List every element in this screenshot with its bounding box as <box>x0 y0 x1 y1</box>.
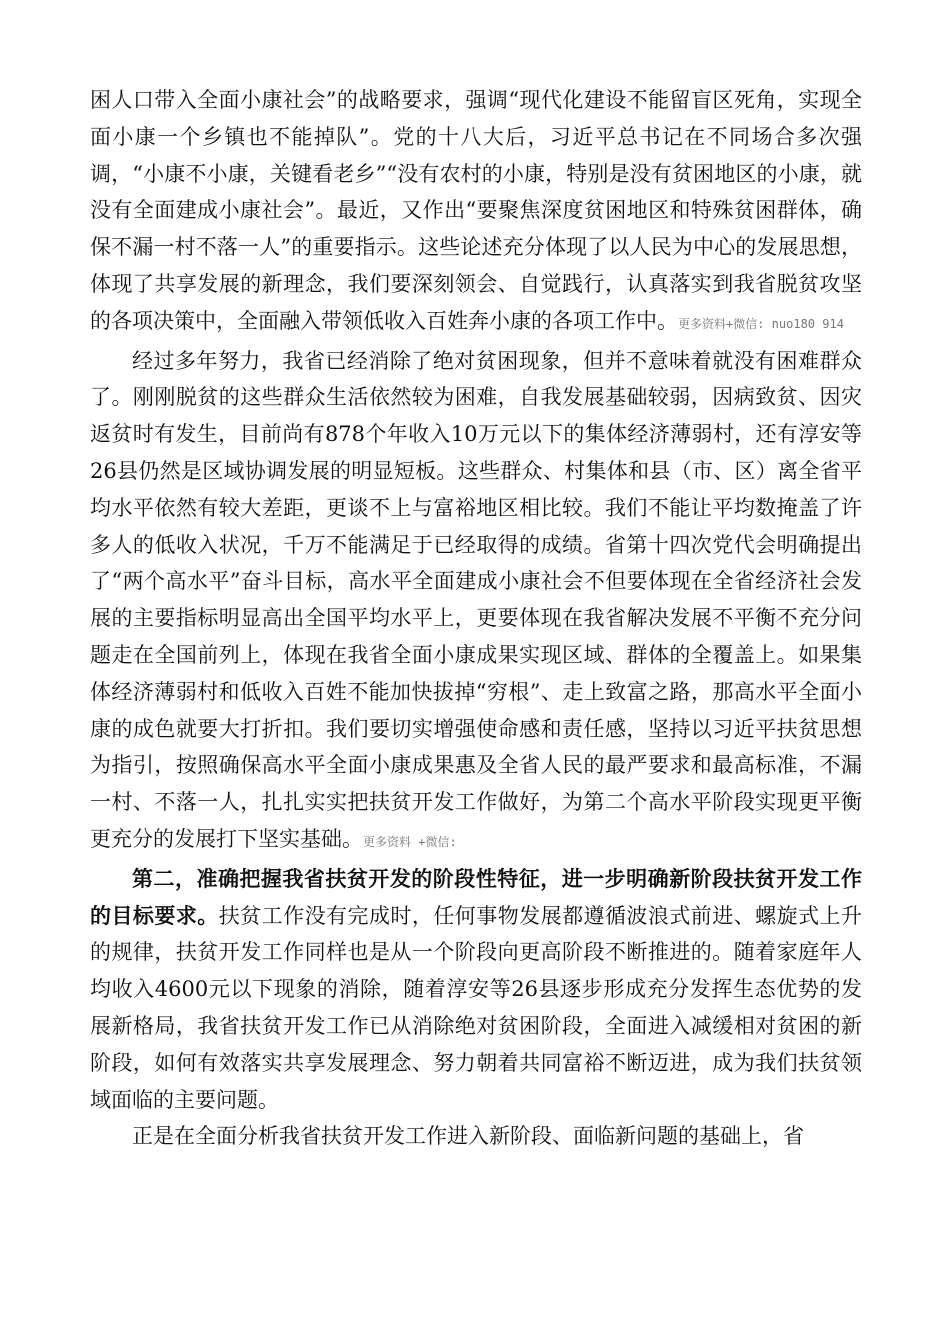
paragraph-4 <box>90 1118 862 1155</box>
paragraph-2-note: 更多资料 +微信: <box>363 834 457 849</box>
paragraph-3-text: 扶贫工作没有完成时，任何事物发展都遵循波浪式前进、螺旋式上升的规律，扶贫开发工作同样也是从一个阶段向更高阶段不断推进的。随着家庭年人均收入4600元以下现象的消除，随着淳安等26县逐步形成充分发挥生态优势的发展新格局，我省扶贫开发工作已从消除绝对贫困阶段，全面进入减缓相对贫困的新阶段，如何有效落实共享发展理念、努力朝着共同富裕不断迈进，成为我们扶贫领域面临的主要问题。 <box>90 903 863 1112</box>
paragraph-2-text: 经过多年努力，我省已经消除了绝对贫困现象，但并不意味着就没有困难群众了。刚刚脱贫的这些群众生活依然较为困难，自我发展基础较弱，因病致贫、因灾返贫时有发生，目前尚有878个年收入10万元以下的集体经济薄弱村，还有淳安等26县仍然是区域协调发展的明显短板。这些群众、村集体和县（市、区）离全省平均水平依然有较大差距，更谈不上与富裕地区相比较。我们不能让平均数掩盖了许多人的低收入状况，千万不能满足于已经取得的成绩。省第十四次党代会明确提出了“两个高水平”奋斗目标，高水平全面建成小康社会不但要体现在全省经济社会发展的主要指标明显高出全国平均水平上，更要体现在我省解决发展不平衡不充分问题走在全国前列上，体现在我省全面小康成果实现区域、群体的全覆盖上。如果集体经济薄弱村和低收入百姓不能加快拔掉“穷根”、走上致富之路，那高水平全面小康的成色就要大打折扣。我们要切实增强使命感和责任感，坚持以习近平扶贫思想为指引，按照确保高水平全面小康成果惠及全省人民的最严要求和最高标准，不漏一村、不落一人，扎扎实实把扶贫开发工作做好，为第二个高水平阶段实现更平衡更充分的发展打下坚实基础。 <box>90 348 862 851</box>
document-page <box>90 82 862 1155</box>
paragraph-3 <box>90 861 862 1119</box>
paragraph-4-text: 正是在全面分析我省扶贫开发工作进入新阶段、面临新问题的基础上，省 <box>132 1124 804 1149</box>
paragraph-2 <box>90 343 862 861</box>
paragraph-3-heading: 第二，准确把握我省扶贫开发的阶段性特征，进一步明确新阶段扶贫开发工作的目标要求。 <box>90 865 862 928</box>
paragraph-1-note: 更多资料+微信: nuo180 914 <box>678 316 844 331</box>
paragraph-1-text: 困人口带入全面小康社会”的战略要求，强调“现代化建设不能留盲区死角，实现全面小康一个乡镇也不能掉队”。党的十八大后，习近平总书记在不同场合多次强调，“小康不小康，关键看老乡”“没有农村的小康，特别是没有贫困地区的小康，就没有全面建成小康社会”。最近，又作出“要聚焦深度贫困地区和特殊贫困群体，确保不漏一村不落一人”的重要指示。这些论述充分体现了以人民为中心的发展思想，体现了共享发展的新理念，我们要深刻领会、自觉践行，认真落实到我省脱贫攻坚的各项决策中，全面融入带领低收入百姓奔小康的各项工作中。 <box>90 88 862 333</box>
paragraph-1 <box>90 82 862 343</box>
